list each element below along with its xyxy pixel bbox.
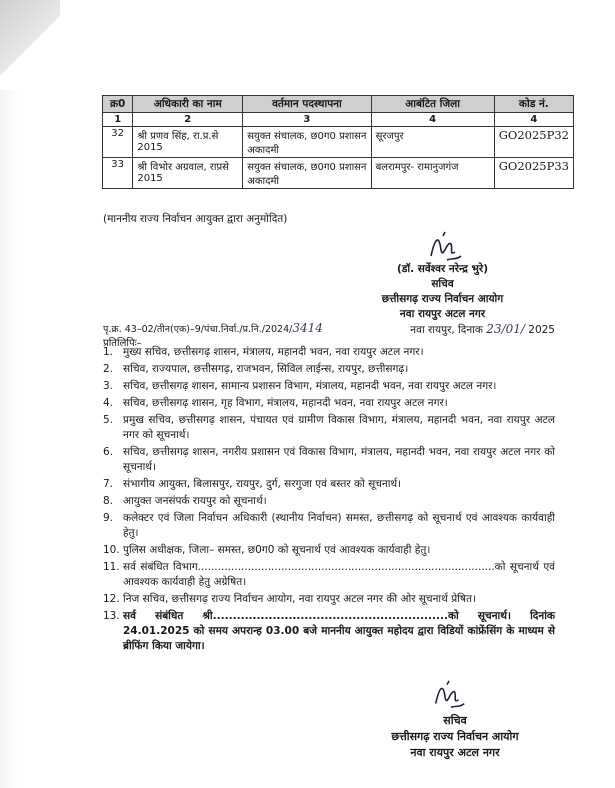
list-item: 13. सर्व संबंधित श्री...........................................................को सूचनार्थ। दिनांक 24.01.2025 को समय अपरान्ह 03.00 बजे माननीय आयुक्त महोदय द्वारा विडियों कांफ्रेंसिंग के माध्यम से ब्रीफिंग किया जायेगा। bbox=[103, 610, 555, 652]
list-item: 8. आयुक्त जनसंपर्क रायपुर को सूचनार्थ। bbox=[103, 495, 267, 507]
list-item: 6. सचिव, छत्तीसगढ़ शासन, नगरीय प्रशासन एवं विकास विभाग, मंत्रालय, महानदी भवन, नवा रायपुर अटल नगर को सूचनार्थ। bbox=[103, 446, 555, 473]
cell-posting: सयुक्त संचालक, छ0ग0 प्रशासन अकादमी bbox=[243, 127, 371, 158]
cell-code: GO2025P32 bbox=[494, 127, 573, 158]
list-item: 4. सचिव, छत्तीसगढ़ शासन, गृह विभाग, मंत्रालय, महानदी भवन, नवा रायपुर अटल नगर। bbox=[103, 397, 448, 409]
col-number: 4 bbox=[494, 113, 573, 127]
cell-officer-name: श्री विभोर अग्रवाल, राप्रसे 2015 bbox=[133, 158, 243, 189]
header-current-posting: वर्तमान पदस्थापना bbox=[243, 96, 371, 113]
reference-line bbox=[103, 321, 323, 335]
signatory-org: छत्तीसगढ़ राज्य निर्वाचन आयोग bbox=[381, 293, 504, 305]
header-code-no: कोड नं. bbox=[494, 96, 573, 113]
cell-sn: 33 bbox=[103, 158, 133, 189]
table-row bbox=[103, 127, 574, 158]
list-item: 5. प्रमुख सचिव, छत्तीसगढ़ शासन, पंचायत एवं ग्रामीण विकास विभाग, मंत्रालय, महानदी भवन, नवा रायपुर अटल नगर को सूचनार्थ। bbox=[103, 414, 555, 441]
header-officer-name: अधिकारी का नाम bbox=[133, 96, 243, 113]
col-number: 2 bbox=[133, 113, 243, 127]
cell-code: GO2025P33 bbox=[494, 158, 573, 189]
signature-block bbox=[330, 262, 555, 338]
list-item: 11. सर्व संबंधित विभाग.........................................................................................को सूचनार्थ एवं आवश्यक कार्यवाही हेतु अग्रेषित। bbox=[103, 561, 555, 588]
allocation-table bbox=[102, 95, 574, 189]
table-header-row bbox=[103, 96, 574, 113]
table-row bbox=[103, 158, 574, 189]
date-handwritten: 23/01/ bbox=[486, 322, 525, 336]
copies-list bbox=[103, 345, 555, 656]
signature-image bbox=[430, 678, 468, 714]
approval-note: (माननीय राज्य निर्वाचन आयुक्त द्वारा अनुमोदित) bbox=[103, 213, 288, 225]
signatory-city: नवा रायपुर अटल नगर bbox=[410, 746, 500, 759]
list-item: 9. कलेक्टर एवं जिला निर्वाचन अधिकारी (स्थानीय निर्वाचन) समस्त, छत्तीसगढ़ को सूचनार्थ एवं आवश्यक कार्यवाही हेतु। bbox=[103, 512, 555, 539]
date-year: 2025 bbox=[528, 324, 555, 336]
reference-handwritten-number: 3414 bbox=[292, 321, 323, 335]
cell-posting: सयुक्त संचालक, छ0ग0 प्रशासन अकादमी bbox=[243, 158, 371, 189]
list-item: 2. सचिव, राज्यपाल, छत्तीसगढ़, राजभवन, सिविल लाईन्स, रायपुर, छत्तीसगढ़। bbox=[103, 363, 409, 375]
list-item: 10. पुलिस अधीक्षक, जिला– समस्त, छ0ग0 को सूचनार्थ एवं आवश्यक कार्यवाही हेतु। bbox=[103, 544, 431, 556]
signatory-title: सचिव bbox=[443, 714, 467, 727]
signatory-name: (डॉ. सर्वेश्वर नरेन्द्र भुरे) bbox=[396, 263, 489, 275]
col-number: 3 bbox=[243, 113, 371, 127]
table-number-row bbox=[103, 113, 574, 127]
signature-date bbox=[330, 322, 555, 338]
copies-heading: प्रतिलिपिः– bbox=[103, 338, 142, 349]
list-item: 1. मुख्य सचिव, छत्तीसगढ़ शासन, मंत्रालय, महानदी भवन, नवा रायपुर अटल नगर। bbox=[103, 346, 424, 358]
cell-sn: 32 bbox=[103, 127, 133, 158]
date-prefix: नवा रायपुर, दिनाक bbox=[410, 324, 483, 336]
signature-block-bottom bbox=[365, 713, 545, 761]
header-allotted-district: आबंटित जिला bbox=[371, 96, 494, 113]
list-item: 7. संभागीय आयुक्त, बिलासपुर, रायपुर, दुर्ग, सरगुजा एवं बस्तर को सूचनार्थ। bbox=[103, 478, 402, 490]
list-item: 12. निज सचिव, छत्तीसगढ़ राज्य निर्वाचन आयोग, नवा रायपुर अटल नगर की ओर सूचनार्थ प्रेषित। bbox=[103, 593, 476, 605]
signatory-title: सचिव bbox=[431, 278, 454, 290]
header-sn: क्र0 bbox=[103, 96, 133, 113]
list-item: 3. सचिव, छत्तीसगढ़ शासन, सामान्य प्रशासन विभाग, मंत्रालय, महानदी भवन, नवा रायपुर अटल नगर। bbox=[103, 380, 497, 392]
page-fold-shadow bbox=[0, 0, 60, 90]
cell-district: बलरामपुर- रामानुजगंज bbox=[371, 158, 494, 189]
cell-officer-name: श्री प्रणव सिंह, रा.प्र.से 2015 bbox=[133, 127, 243, 158]
col-number: 4 bbox=[371, 113, 494, 127]
signatory-city: नवा रायपुर अटल नगर bbox=[399, 308, 486, 320]
signatory-org: छत्तीसगढ़ राज्य निर्वाचन आयोग bbox=[391, 730, 519, 743]
reference-number: पृ.क्र. 43–02/तीन(एक)–9/पंचा.निर्वा./प्र.नि./2024/ bbox=[103, 324, 293, 335]
signature-image bbox=[425, 230, 465, 266]
cell-district: सूरजपुर bbox=[371, 127, 494, 158]
col-number: 1 bbox=[103, 113, 133, 127]
